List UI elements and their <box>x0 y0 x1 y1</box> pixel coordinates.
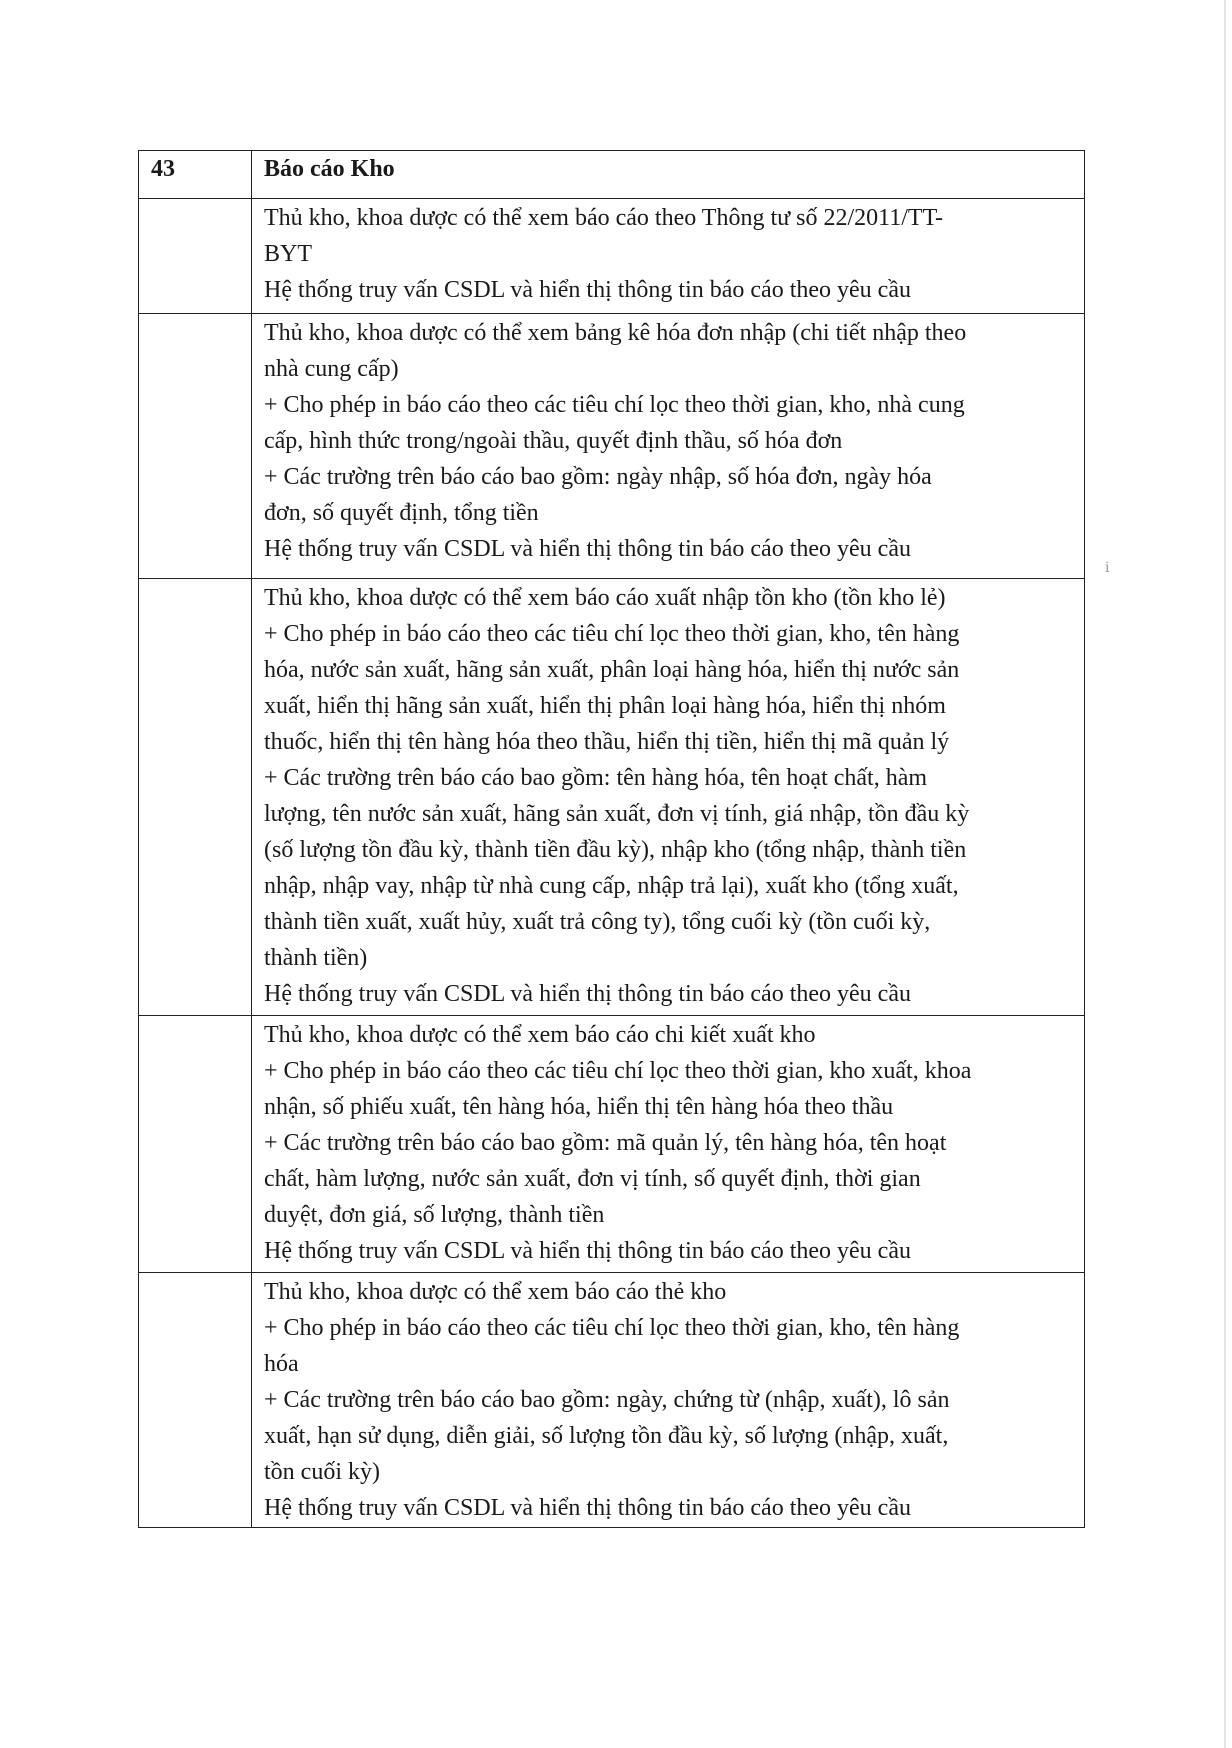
text-line: + Các trường trên báo cáo bao gồm: ngày, chứng từ (nhập, xuất), lô sản <box>264 1387 950 1413</box>
requirement-cell <box>252 1273 1085 1528</box>
text-line: Hệ thống truy vấn CSDL và hiển thị thông tin báo cáo theo yêu cầu <box>264 277 911 303</box>
text-line: nhập, nhập vay, nhập từ nhà cung cấp, nhập trả lại), xuất kho (tổng xuất, <box>264 873 959 899</box>
text-line: duyệt, đơn giá, số lượng, thành tiền <box>264 1202 605 1228</box>
text-line: BYT <box>264 241 312 267</box>
row-number-cell <box>139 1273 252 1528</box>
text-line: thuốc, hiển thị tên hàng hóa theo thầu, hiển thị tiền, hiển thị mã quản lý <box>264 729 950 755</box>
requirement-cell <box>252 579 1085 1016</box>
row-number-cell <box>139 1016 252 1273</box>
text-line: Thủ kho, khoa dược có thể xem báo cáo theo Thông tư số 22/2011/TT- <box>264 205 944 231</box>
table-row <box>139 1273 1085 1528</box>
text-line: + Cho phép in báo cáo theo các tiêu chí lọc theo thời gian, kho, tên hàng <box>264 1315 960 1341</box>
text-line: thành tiền) <box>264 945 368 971</box>
text-line: thành tiền xuất, xuất hủy, xuất trả công ty), tổng cuối kỳ (tồn cuối kỳ, <box>264 909 931 935</box>
section-header-row <box>139 151 1085 199</box>
text-line: nhận, số phiếu xuất, tên hàng hóa, hiển thị tên hàng hóa theo thầu <box>264 1094 894 1120</box>
text-line: + Các trường trên báo cáo bao gồm: ngày nhập, số hóa đơn, ngày hóa <box>264 464 932 490</box>
requirements-table <box>138 150 1085 1528</box>
row-number-cell <box>139 579 252 1016</box>
section-title: Báo cáo Kho <box>252 151 1085 199</box>
text-line: tồn cuối kỳ) <box>264 1459 380 1485</box>
requirement-cell <box>252 314 1085 579</box>
text-line: xuất, hạn sử dụng, diễn giải, số lượng tồn đầu kỳ, số lượng (nhập, xuất, <box>264 1423 949 1449</box>
text-line: Hệ thống truy vấn CSDL và hiển thị thông tin báo cáo theo yêu cầu <box>264 536 911 562</box>
text-line: chất, hàm lượng, nước sản xuất, đơn vị tính, số quyết định, thời gian <box>264 1166 921 1192</box>
row-number-cell <box>139 199 252 314</box>
text-line: nhà cung cấp) <box>264 356 399 382</box>
text-line: hóa, nước sản xuất, hãng sản xuất, phân loại hàng hóa, hiển thị nước sản <box>264 657 960 683</box>
text-line: Hệ thống truy vấn CSDL và hiển thị thông tin báo cáo theo yêu cầu <box>264 1238 911 1264</box>
text-line: Thủ kho, khoa dược có thể xem báo cáo chi kiết xuất kho <box>264 1022 816 1048</box>
text-line: + Cho phép in báo cáo theo các tiêu chí lọc theo thời gian, kho xuất, khoa <box>264 1058 972 1084</box>
row-number-cell <box>139 314 252 579</box>
text-line: xuất, hiển thị hãng sản xuất, hiển thị phân loại hàng hóa, hiển thị nhóm <box>264 693 946 719</box>
text-line: Thủ kho, khoa dược có thể xem bảng kê hóa đơn nhập (chi tiết nhập theo <box>264 320 967 346</box>
text-line: cấp, hình thức trong/ngoài thầu, quyết định thầu, số hóa đơn <box>264 428 843 454</box>
text-line: (số lượng tồn đầu kỳ, thành tiền đầu kỳ), nhập kho (tổng nhập, thành tiền <box>264 837 967 863</box>
text-line: + Các trường trên báo cáo bao gồm: mã quản lý, tên hàng hóa, tên hoạt <box>264 1130 947 1156</box>
table-row <box>139 314 1085 579</box>
text-line: hóa <box>264 1351 299 1377</box>
table-row <box>139 579 1085 1016</box>
scan-mark: ⅰ <box>1105 561 1110 576</box>
requirement-cell <box>252 199 1085 314</box>
text-line: + Các trường trên báo cáo bao gồm: tên hàng hóa, tên hoạt chất, hàm <box>264 765 928 791</box>
requirement-cell <box>252 1016 1085 1273</box>
text-line: Thủ kho, khoa dược có thể xem báo cáo xuất nhập tồn kho (tồn kho lẻ) <box>264 585 946 611</box>
text-line: + Cho phép in báo cáo theo các tiêu chí lọc theo thời gian, kho, nhà cung <box>264 392 965 418</box>
text-line: đơn, số quyết định, tổng tiền <box>264 500 539 526</box>
page-edge <box>1224 0 1226 1748</box>
section-number: 43 <box>139 151 252 199</box>
table-row <box>139 1016 1085 1273</box>
text-line: Hệ thống truy vấn CSDL và hiển thị thông tin báo cáo theo yêu cầu <box>264 1495 911 1521</box>
text-line: Hệ thống truy vấn CSDL và hiển thị thông tin báo cáo theo yêu cầu <box>264 981 911 1007</box>
table-row <box>139 199 1085 314</box>
text-line: + Cho phép in báo cáo theo các tiêu chí lọc theo thời gian, kho, tên hàng <box>264 621 960 647</box>
text-line: Thủ kho, khoa dược có thể xem báo cáo thẻ kho <box>264 1279 727 1305</box>
text-line: lượng, tên nước sản xuất, hãng sản xuất, đơn vị tính, giá nhập, tồn đầu kỳ <box>264 801 970 827</box>
